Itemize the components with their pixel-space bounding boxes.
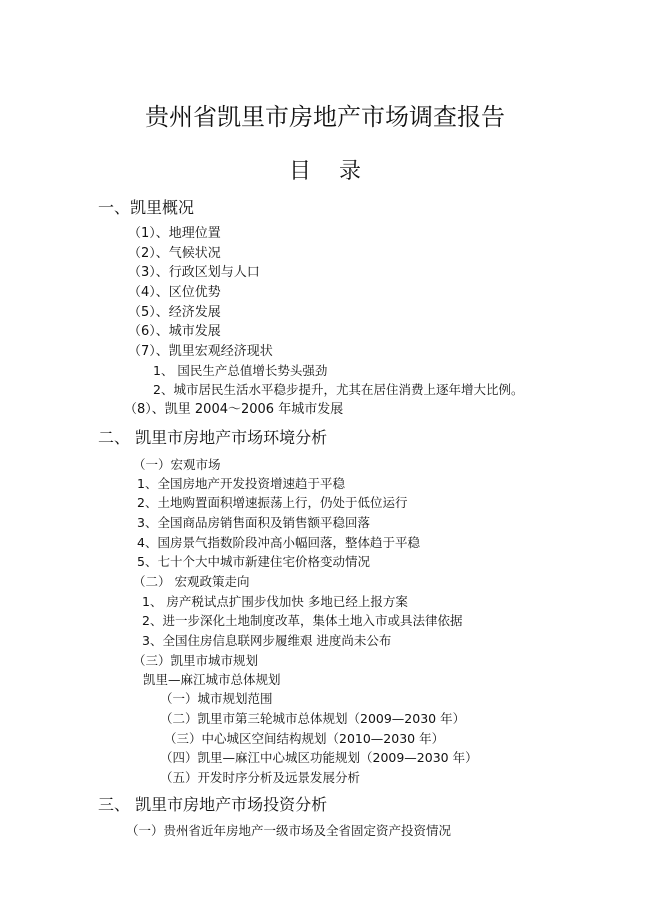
toc-subitem: 2、进一步深化土地制度改革，集体土地入市或具法律依据 xyxy=(142,613,463,628)
toc-item: （7）、凯里宏观经济现状 xyxy=(128,344,273,359)
toc-subitem: 2、土地购置面积增速振荡上行，仍处于低位运行 xyxy=(137,495,408,510)
toc-section-2-heading: 二、 凯里市房地产市场环境分析 xyxy=(98,428,328,447)
toc-item: （6）、城市发展 xyxy=(128,324,221,339)
toc-subitem: （二）凯里市第三轮城市总体规划（2009—2030 年） xyxy=(160,711,466,726)
toc-subitem: （五）开发时序分析及远景发展分析 xyxy=(160,770,361,785)
toc-subitem: 2、城市居民生活水平稳步提升，尤其在居住消费上逐年增大比例。 xyxy=(153,382,524,397)
toc-subitem: 1、 房产税试点扩围步伐加快 多地已经上报方案 xyxy=(142,594,408,609)
toc-subitem: 1、 国民生产总值增长势头强劲 xyxy=(153,363,328,378)
toc-subitem: （一）城市规划范围 xyxy=(160,691,273,706)
toc-section-3-heading: 三、 凯里市房地产市场投资分析 xyxy=(98,795,328,814)
faint-watermark xyxy=(300,852,340,862)
toc-heading xyxy=(0,156,650,188)
toc-item: （一）贵州省近年房地产一级市场及全省固定资产投资情况 xyxy=(126,823,452,838)
toc-sublabel: 凯里—麻江城市总体规划 xyxy=(143,672,281,687)
toc-subitem: 3、全国商品房销售面积及销售额平稳回落 xyxy=(137,515,370,530)
toc-section-1-heading: 一、凯里概况 xyxy=(98,198,195,217)
toc-part-label: （三）凯里市城市规划 xyxy=(133,653,259,668)
toc-item: （5）、经济发展 xyxy=(128,305,221,320)
toc-subitem: 3、全国住房信息联网步履维艰 进度尚未公布 xyxy=(142,633,392,648)
toc-subitem: （三）中心城区空间结构规划（2010—2030 年） xyxy=(164,731,445,746)
toc-subitem: 5、七十个大中城市新建住宅价格变动情况 xyxy=(137,554,370,569)
toc-item: （8）、凯里 2004～2006 年城市发展 xyxy=(124,402,344,417)
toc-subitem: （四）凯里—麻江中心城区功能规划（2009—2030 年） xyxy=(160,750,478,765)
toc-item: （2）、气候状况 xyxy=(128,246,221,261)
toc-item: （3）、行政区划与人口 xyxy=(128,265,260,280)
document-title: 贵州省凯里市房地产市场调查报告 xyxy=(145,103,505,131)
toc-part-label: （二） 宏观政策走向 xyxy=(133,574,250,589)
toc-part-label: （一）宏观市场 xyxy=(133,457,221,472)
toc-subitem: 1、全国房地产开发投资增速趋于平稳 xyxy=(137,476,345,491)
toc-heading-char-1: 目 xyxy=(288,159,311,184)
toc-heading-char-2: 录 xyxy=(339,159,362,184)
toc-item: （1）、地理位置 xyxy=(128,226,221,241)
toc-subitem: 4、国房景气指数阶段冲高小幅回落，整体趋于平稳 xyxy=(137,535,420,550)
toc-item: （4）、区位优势 xyxy=(128,285,221,300)
